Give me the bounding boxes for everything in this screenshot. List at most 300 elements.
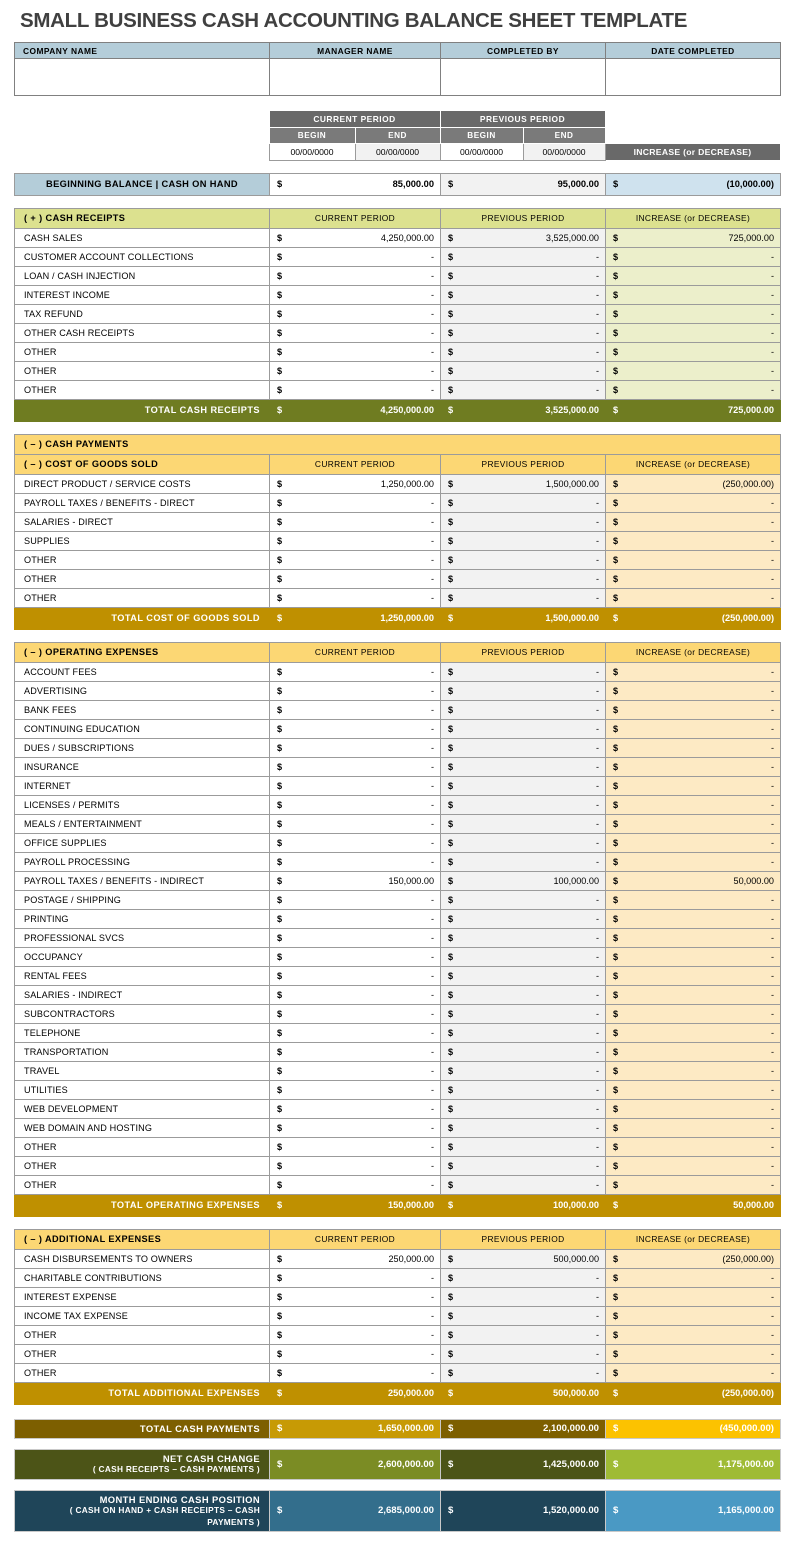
row-increase-value <box>606 986 781 1005</box>
col-header-increase: INCREASE (or DECREASE) <box>606 455 781 475</box>
row-current-value[interactable] <box>270 1100 441 1119</box>
row-current-value[interactable] <box>270 1081 441 1100</box>
row-current-value[interactable] <box>270 1157 441 1176</box>
row-previous-value[interactable] <box>441 1288 606 1307</box>
row-label: INTEREST INCOME <box>15 286 270 305</box>
col-header-previous: PREVIOUS PERIOD <box>441 643 606 663</box>
row-previous-value[interactable] <box>441 1024 606 1043</box>
currency-symbol: $ <box>277 838 283 848</box>
row-previous-value[interactable] <box>441 834 606 853</box>
total-increase <box>606 400 781 422</box>
row-label: TELEPHONE <box>15 1024 270 1043</box>
row-previous-value[interactable] <box>441 758 606 777</box>
previous-end-label: END <box>523 128 605 144</box>
previous-period-title: PREVIOUS PERIOD <box>440 111 605 128</box>
row-current-value[interactable] <box>270 1288 441 1307</box>
row-previous-value[interactable] <box>441 872 606 891</box>
currency-symbol: $ <box>448 724 454 734</box>
row-current-value[interactable] <box>270 777 441 796</box>
currency-symbol: $ <box>613 574 619 584</box>
value: - <box>430 762 434 772</box>
currency-symbol: $ <box>448 1200 454 1210</box>
value: - <box>430 667 434 677</box>
currency-symbol: $ <box>277 328 283 338</box>
row-previous-value[interactable] <box>441 701 606 720</box>
row-previous-value[interactable] <box>441 532 606 551</box>
row-label: SALARIES - DIRECT <box>15 513 270 532</box>
row-current-value[interactable] <box>270 381 441 400</box>
row-previous-value[interactable] <box>441 986 606 1005</box>
previous-begin-date-input[interactable]: 00/00/0000 <box>440 144 523 161</box>
row-label: PROFESSIONAL SVCS <box>15 929 270 948</box>
row-increase-value <box>606 701 781 720</box>
row-current-value[interactable] <box>270 1138 441 1157</box>
row-label: OTHER <box>15 343 270 362</box>
table-row <box>15 248 781 267</box>
row-previous-value[interactable] <box>441 929 606 948</box>
period-spacer-left-3 <box>14 144 269 161</box>
row-current-value[interactable] <box>270 758 441 777</box>
row-current-value[interactable] <box>270 891 441 910</box>
table-row <box>15 1288 781 1307</box>
row-current-value[interactable] <box>270 229 441 248</box>
table-row <box>15 929 781 948</box>
row-current-value[interactable] <box>270 853 441 872</box>
beginning-balance-increase <box>606 174 781 196</box>
row-current-value[interactable] <box>270 682 441 701</box>
table-row <box>15 324 781 343</box>
row-previous-value[interactable] <box>441 248 606 267</box>
previous-end-date-input[interactable]: 00/00/0000 <box>523 144 605 161</box>
value: - <box>770 781 774 791</box>
row-previous-value[interactable] <box>441 1345 606 1364</box>
table-row <box>15 551 781 570</box>
value: 1,520,000.00 <box>542 1505 599 1517</box>
currency-symbol: $ <box>448 705 454 715</box>
row-previous-value[interactable] <box>441 1250 606 1269</box>
current-end-label: END <box>355 128 440 144</box>
value: 1,165,000.00 <box>717 1505 774 1517</box>
value: 500,000.00 <box>553 1254 599 1264</box>
row-current-value[interactable] <box>270 305 441 324</box>
currency-symbol: $ <box>277 479 283 489</box>
operating-expenses-header: ( – ) OPERATING EXPENSES <box>15 643 270 663</box>
value: - <box>430 555 434 565</box>
currency-symbol: $ <box>448 347 454 357</box>
row-previous-value[interactable] <box>441 1364 606 1383</box>
currency-symbol: $ <box>613 952 619 962</box>
row-current-value[interactable] <box>270 1176 441 1195</box>
value: - <box>595 895 599 905</box>
currency-symbol: $ <box>277 1200 283 1210</box>
row-previous-value[interactable] <box>441 570 606 589</box>
row-previous-value[interactable] <box>441 1043 606 1062</box>
row-current-value[interactable] <box>270 267 441 286</box>
summary-previous <box>441 1490 606 1532</box>
value: 250,000.00 <box>388 1388 434 1398</box>
currency-symbol: $ <box>448 1292 454 1302</box>
col-header-previous: PREVIOUS PERIOD <box>441 209 606 229</box>
value: 2,600,000.00 <box>377 1458 434 1470</box>
info-header-completed-by: COMPLETED BY <box>441 43 606 59</box>
row-previous-value[interactable] <box>441 551 606 570</box>
value: - <box>595 762 599 772</box>
value: 150,000.00 <box>388 1200 434 1210</box>
currency-symbol: $ <box>277 1028 283 1038</box>
table-row <box>15 1005 781 1024</box>
spacer <box>14 1405 780 1419</box>
row-previous-value[interactable] <box>441 362 606 381</box>
row-current-value[interactable] <box>270 589 441 608</box>
currency-symbol: $ <box>277 667 283 677</box>
table-row <box>15 267 781 286</box>
row-previous-value[interactable] <box>441 1307 606 1326</box>
currency-symbol: $ <box>277 252 283 262</box>
value: - <box>430 498 434 508</box>
row-current-value[interactable] <box>270 1307 441 1326</box>
table-row <box>15 1024 781 1043</box>
currency-symbol: $ <box>277 555 283 565</box>
currency-symbol: $ <box>448 1458 454 1470</box>
value: - <box>595 309 599 319</box>
row-previous-value[interactable] <box>441 305 606 324</box>
spacer <box>14 96 780 110</box>
currency-symbol: $ <box>613 971 619 981</box>
row-current-value[interactable] <box>270 1005 441 1024</box>
row-label: SUBCONTRACTORS <box>15 1005 270 1024</box>
value: - <box>771 593 775 603</box>
currency-symbol: $ <box>448 838 454 848</box>
col-header-current: CURRENT PERIOD <box>270 455 441 475</box>
row-previous-value[interactable] <box>441 1138 606 1157</box>
row-previous-value[interactable] <box>441 324 606 343</box>
beginning-balance-table <box>14 173 781 196</box>
row-previous-value[interactable] <box>441 381 606 400</box>
row-current-value[interactable] <box>270 986 441 1005</box>
row-label: UTILITIES <box>15 1081 270 1100</box>
currency-symbol: $ <box>277 1368 283 1378</box>
date-completed-input[interactable] <box>606 59 781 96</box>
summary-previous <box>441 1449 606 1479</box>
value: (250,000.00) <box>722 1254 774 1264</box>
value: - <box>430 1330 434 1340</box>
currency-symbol: $ <box>277 498 283 508</box>
currency-symbol: $ <box>277 1423 283 1435</box>
row-previous-value[interactable] <box>441 682 606 701</box>
value: - <box>770 686 774 696</box>
value: 95,000.00 <box>557 179 599 189</box>
value: - <box>430 536 434 546</box>
row-previous-value[interactable] <box>441 739 606 758</box>
increase-decrease-header: INCREASE (or DECREASE) <box>605 144 780 161</box>
value: - <box>770 743 774 753</box>
value: - <box>770 1292 774 1302</box>
additional-expenses-section <box>14 1229 781 1405</box>
value: - <box>430 328 434 338</box>
value: - <box>595 593 599 603</box>
total-increase <box>606 1195 781 1217</box>
col-header-previous: PREVIOUS PERIOD <box>441 1230 606 1250</box>
row-previous-value[interactable] <box>441 891 606 910</box>
currency-symbol: $ <box>613 1200 619 1210</box>
total-label: TOTAL CASH RECEIPTS <box>15 400 270 422</box>
row-current-value[interactable] <box>270 929 441 948</box>
row-current-value[interactable] <box>270 362 441 381</box>
row-increase-value <box>606 1269 781 1288</box>
row-previous-value[interactable] <box>441 796 606 815</box>
row-previous-value[interactable] <box>441 777 606 796</box>
row-increase-value <box>606 1345 781 1364</box>
currency-symbol: $ <box>613 347 619 357</box>
value: 1,650,000.00 <box>377 1423 434 1435</box>
cogs-header-body <box>15 435 781 475</box>
row-current-value[interactable] <box>270 248 441 267</box>
row-increase-value <box>606 570 781 589</box>
value: 85,000.00 <box>392 179 434 189</box>
col-header-previous: PREVIOUS PERIOD <box>441 455 606 475</box>
value: - <box>595 1142 599 1152</box>
currency-symbol: $ <box>277 233 283 243</box>
currency-symbol: $ <box>277 876 283 886</box>
row-current-value[interactable] <box>270 948 441 967</box>
currency-symbol: $ <box>613 555 619 565</box>
row-current-value[interactable] <box>270 570 441 589</box>
current-end-date-input[interactable]: 00/00/0000 <box>355 144 440 161</box>
row-previous-value[interactable] <box>441 475 606 494</box>
company-name-input[interactable] <box>15 59 270 96</box>
row-previous-value[interactable] <box>441 1100 606 1119</box>
value: - <box>770 819 774 829</box>
row-current-value[interactable] <box>270 872 441 891</box>
row-current-value[interactable] <box>270 532 441 551</box>
currency-symbol: $ <box>277 405 283 415</box>
row-current-value[interactable] <box>270 834 441 853</box>
row-current-value[interactable] <box>270 967 441 986</box>
row-previous-value[interactable] <box>441 1176 606 1195</box>
value: - <box>595 667 599 677</box>
addexp-total-body <box>15 1383 781 1405</box>
currency-symbol: $ <box>613 233 619 243</box>
row-current-value[interactable] <box>270 739 441 758</box>
row-current-value[interactable] <box>270 796 441 815</box>
value: 725,000.00 <box>728 405 774 415</box>
value: - <box>770 328 774 338</box>
row-current-value[interactable] <box>270 1119 441 1138</box>
table-row <box>15 475 781 494</box>
cash-payments-banner-row <box>15 435 781 455</box>
row-previous-value[interactable] <box>441 494 606 513</box>
row-current-value[interactable] <box>270 663 441 682</box>
currency-symbol: $ <box>613 838 619 848</box>
value: - <box>770 1330 774 1340</box>
currency-symbol: $ <box>277 743 283 753</box>
value: - <box>770 1311 774 1321</box>
row-current-value[interactable] <box>270 1043 441 1062</box>
summary-label-sub: ( CASH RECEIPTS – CASH PAYMENTS ) <box>92 1464 260 1474</box>
value: - <box>430 686 434 696</box>
value: - <box>770 724 774 734</box>
row-current-value[interactable] <box>270 343 441 362</box>
current-begin-date-input[interactable]: 00/00/0000 <box>269 144 355 161</box>
currency-symbol: $ <box>613 1085 619 1095</box>
summary-label <box>15 1420 270 1439</box>
row-previous-value[interactable] <box>441 1081 606 1100</box>
table-row <box>15 1364 781 1383</box>
currency-symbol: $ <box>277 1066 283 1076</box>
addexp-header-row <box>15 1230 781 1250</box>
row-current-value[interactable] <box>270 1250 441 1269</box>
cash-receipts-total-body <box>15 400 781 422</box>
summary-increase <box>606 1490 781 1532</box>
row-current-value[interactable] <box>270 324 441 343</box>
row-label: CONTINUING EDUCATION <box>15 720 270 739</box>
period-spacer-left <box>14 111 269 128</box>
row-current-value[interactable] <box>270 494 441 513</box>
month-ending-cash-position-summary <box>14 1490 781 1533</box>
currency-symbol: $ <box>613 1123 619 1133</box>
currency-symbol: $ <box>448 667 454 677</box>
row-current-value[interactable] <box>270 551 441 570</box>
row-current-value[interactable] <box>270 815 441 834</box>
value: 3,525,000.00 <box>545 233 599 243</box>
row-increase-value <box>606 324 781 343</box>
currency-symbol: $ <box>613 1349 619 1359</box>
currency-symbol: $ <box>613 1423 619 1435</box>
row-current-value[interactable] <box>270 1326 441 1345</box>
beginning-balance-row <box>15 174 781 196</box>
value: 50,000.00 <box>733 876 774 886</box>
manager-name-input[interactable] <box>270 59 441 96</box>
currency-symbol: $ <box>613 328 619 338</box>
total-previous <box>441 1383 606 1405</box>
row-current-value[interactable] <box>270 513 441 532</box>
value: - <box>770 933 774 943</box>
value: 2,100,000.00 <box>542 1423 599 1435</box>
completed-by-input[interactable] <box>441 59 606 96</box>
row-previous-value[interactable] <box>441 267 606 286</box>
row-previous-value[interactable] <box>441 815 606 834</box>
row-label: TRANSPORTATION <box>15 1043 270 1062</box>
period-spacer-right <box>605 111 780 128</box>
value: - <box>770 990 774 1000</box>
row-label: OTHER <box>15 1138 270 1157</box>
currency-symbol: $ <box>448 1505 454 1517</box>
currency-symbol: $ <box>448 1047 454 1057</box>
info-header-company-name: COMPANY NAME <box>15 43 270 59</box>
row-previous-value[interactable] <box>441 910 606 929</box>
row-previous-value[interactable] <box>441 1005 606 1024</box>
row-label: WEB DEVELOPMENT <box>15 1100 270 1119</box>
row-previous-value[interactable] <box>441 589 606 608</box>
row-current-value[interactable] <box>270 910 441 929</box>
row-increase-value <box>606 1157 781 1176</box>
row-current-value[interactable] <box>270 1062 441 1081</box>
row-current-value[interactable] <box>270 701 441 720</box>
row-previous-value[interactable] <box>441 663 606 682</box>
row-increase-value <box>606 1138 781 1157</box>
beginning-balance-previous[interactable] <box>441 174 606 196</box>
row-previous-value[interactable] <box>441 229 606 248</box>
current-begin-label: BEGIN <box>269 128 355 144</box>
currency-symbol: $ <box>277 952 283 962</box>
row-previous-value[interactable] <box>441 1062 606 1081</box>
currency-symbol: $ <box>613 895 619 905</box>
value: - <box>771 517 775 527</box>
value: - <box>595 724 599 734</box>
value: - <box>770 762 774 772</box>
row-increase-value <box>606 948 781 967</box>
value: - <box>430 271 434 281</box>
value: - <box>595 328 599 338</box>
row-current-value[interactable] <box>270 1269 441 1288</box>
row-previous-value[interactable] <box>441 1326 606 1345</box>
row-current-value[interactable] <box>270 475 441 494</box>
total-current <box>270 400 441 422</box>
row-increase-value <box>606 967 781 986</box>
summary-current <box>270 1420 441 1439</box>
value: 725,000.00 <box>728 233 774 243</box>
opex-total-row <box>15 1195 781 1217</box>
row-current-value[interactable] <box>270 1345 441 1364</box>
value: - <box>430 1123 434 1133</box>
row-label: OTHER <box>15 1364 270 1383</box>
value: - <box>430 743 434 753</box>
row-current-value[interactable] <box>270 1024 441 1043</box>
row-current-value[interactable] <box>270 1364 441 1383</box>
table-row <box>15 1100 781 1119</box>
row-previous-value[interactable] <box>441 853 606 872</box>
currency-symbol: $ <box>613 762 619 772</box>
row-increase-value <box>606 815 781 834</box>
row-current-value[interactable] <box>270 286 441 305</box>
value: - <box>771 574 775 584</box>
value: (250,000.00) <box>721 613 775 623</box>
row-previous-value[interactable] <box>441 513 606 532</box>
beginning-balance-current[interactable] <box>270 174 441 196</box>
value: - <box>430 857 434 867</box>
row-previous-value[interactable] <box>441 948 606 967</box>
value: 1,500,000.00 <box>545 613 599 623</box>
row-previous-value[interactable] <box>441 720 606 739</box>
period-header-table <box>14 110 781 161</box>
row-previous-value[interactable] <box>441 1119 606 1138</box>
row-label: OFFICE SUPPLIES <box>15 834 270 853</box>
table-row <box>15 229 781 248</box>
row-previous-value[interactable] <box>441 1157 606 1176</box>
currency-symbol: $ <box>448 498 454 508</box>
row-increase-value <box>606 1062 781 1081</box>
row-increase-value <box>606 1176 781 1195</box>
table-row <box>15 381 781 400</box>
currency-symbol: $ <box>448 366 454 376</box>
currency-symbol: $ <box>448 686 454 696</box>
currency-symbol: $ <box>613 724 619 734</box>
row-increase-value <box>606 1307 781 1326</box>
currency-symbol: $ <box>448 1009 454 1019</box>
col-header-current: CURRENT PERIOD <box>270 643 441 663</box>
row-previous-value[interactable] <box>441 967 606 986</box>
currency-symbol: $ <box>613 1368 619 1378</box>
cash-payments-banner: ( – ) CASH PAYMENTS <box>15 435 781 455</box>
row-current-value[interactable] <box>270 720 441 739</box>
currency-symbol: $ <box>277 1047 283 1057</box>
row-previous-value[interactable] <box>441 343 606 362</box>
row-previous-value[interactable] <box>441 1269 606 1288</box>
row-previous-value[interactable] <box>441 286 606 305</box>
currency-symbol: $ <box>613 405 619 415</box>
table-row <box>15 1326 781 1345</box>
cash-receipts-total-row <box>15 400 781 422</box>
